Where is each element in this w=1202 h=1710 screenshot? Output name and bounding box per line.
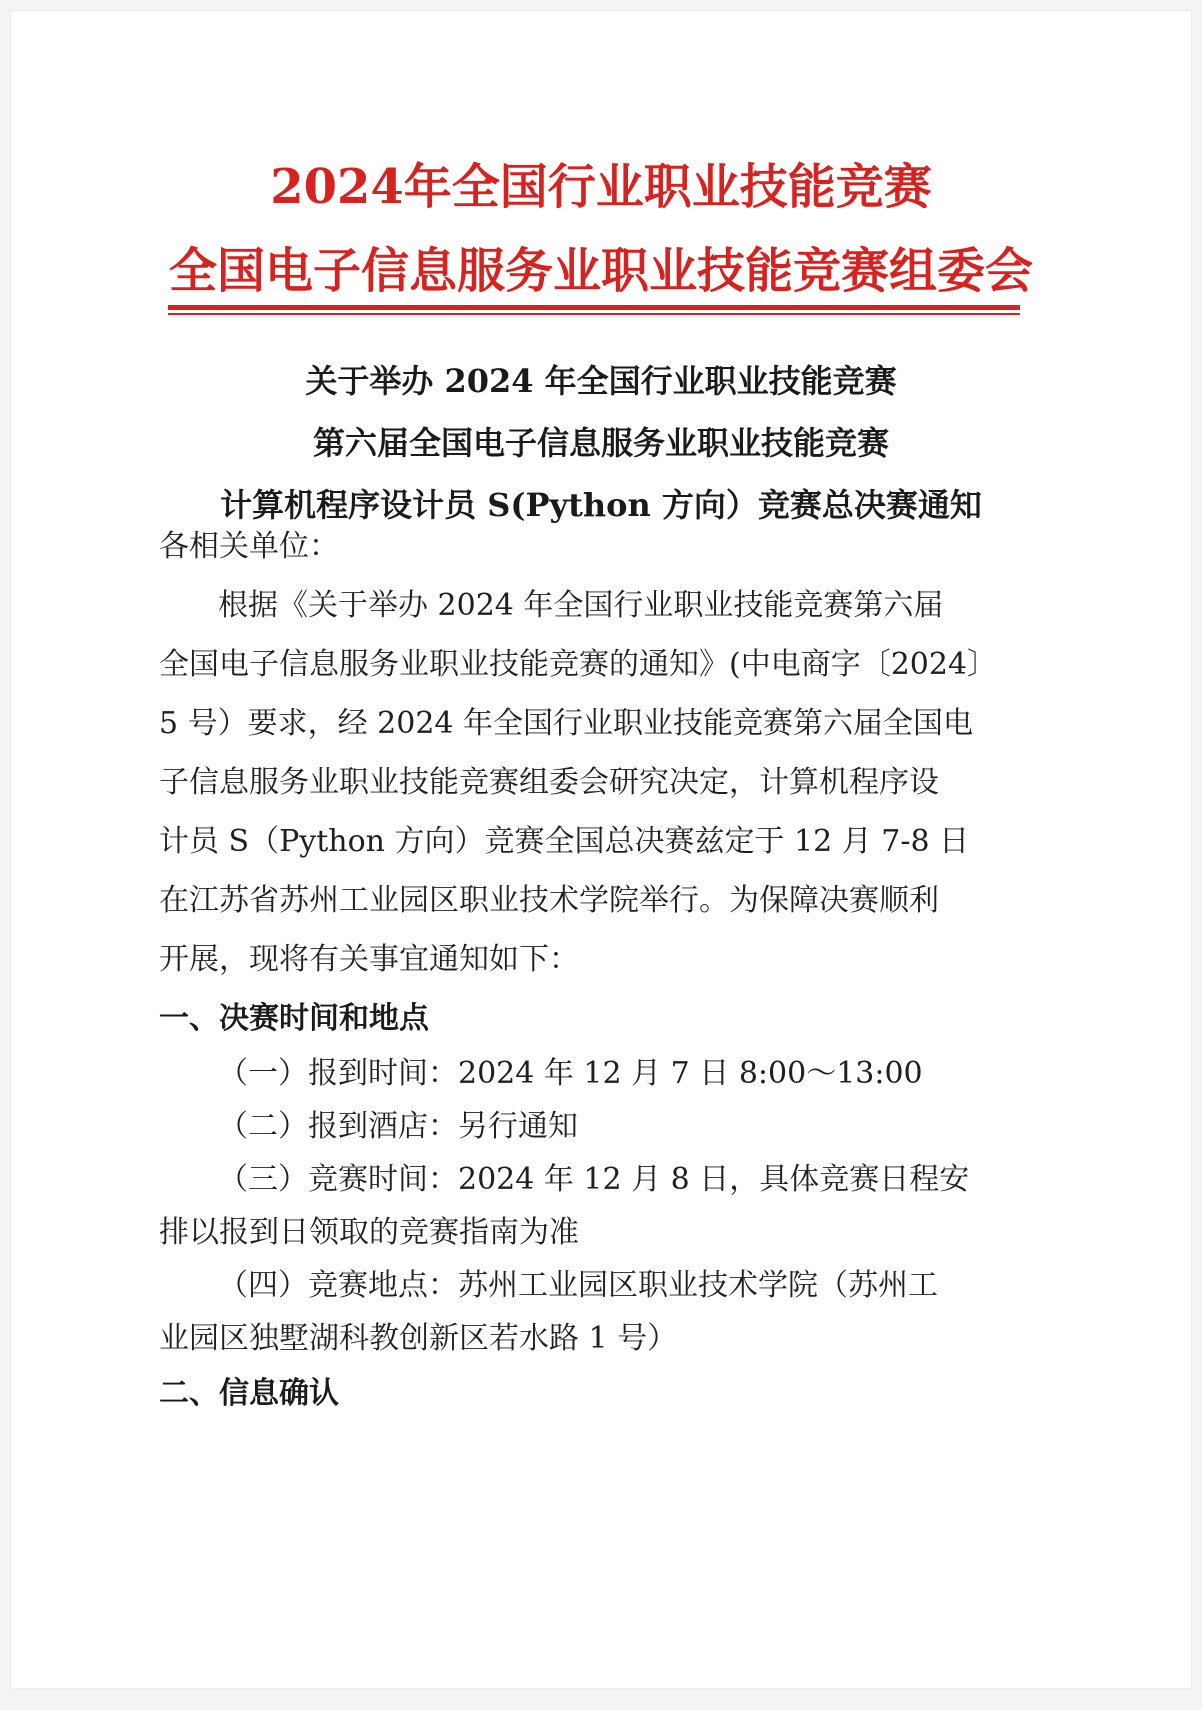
section1-item: （四）竞赛地点：苏州工业园区职业技术学院（苏州工 — [218, 1268, 938, 1303]
salutation: 各相关单位： — [159, 529, 339, 564]
section-heading-2: 二、信息确认 — [159, 1376, 339, 1411]
intro-line: 全国电子信息服务业职业技能竞赛的通知》(中电商字〔2024〕 — [159, 647, 998, 682]
header-rule-thick — [168, 305, 1020, 310]
document-title-line-3: 计算机程序设计员 S(Python 方向）竞赛总决赛通知 — [220, 486, 982, 524]
issuer-header-line-2: 全国电子信息服务业职业技能竞赛组委会 — [168, 243, 1033, 299]
section1-item: 业园区独墅湖科教创新区若水路 1 号） — [159, 1321, 678, 1356]
document-page — [11, 11, 1191, 1688]
section1-item: （三）竞赛时间：2024 年 12 月 8 日，具体竞赛日程安 — [218, 1162, 970, 1197]
section1-item: 排以报到日领取的竞赛指南为准 — [159, 1215, 579, 1250]
intro-line: 计员 S（Python 方向）竞赛全国总决赛兹定于 12 月 7-8 日 — [159, 824, 970, 859]
issuer-header-line-1: 2024年全国行业职业技能竞赛 — [270, 159, 932, 215]
intro-line: 5 号）要求，经 2024 年全国行业职业技能竞赛第六届全国电 — [159, 706, 974, 741]
section-heading-1: 一、决赛时间和地点 — [159, 1001, 429, 1036]
document-title-line-1: 关于举办 2024 年全国行业职业技能竞赛 — [305, 362, 897, 400]
document-title-line-2: 第六届全国电子信息服务业职业技能竞赛 — [312, 424, 889, 462]
section1-item: （一）报到时间：2024 年 12 月 7 日 8:00～13:00 — [218, 1056, 923, 1091]
section1-item: （二）报到酒店：另行通知 — [218, 1109, 578, 1144]
header-rule-thin — [168, 313, 1020, 315]
intro-line: 在江苏省苏州工业园区职业技术学院举行。为保障决赛顺利 — [159, 883, 939, 918]
intro-line: 根据《关于举办 2024 年全国行业职业技能竞赛第六届 — [218, 588, 944, 623]
intro-line: 子信息服务业职业技能竞赛组委会研究决定，计算机程序设 — [159, 765, 939, 800]
intro-line: 开展，现将有关事宜通知如下： — [159, 942, 579, 977]
